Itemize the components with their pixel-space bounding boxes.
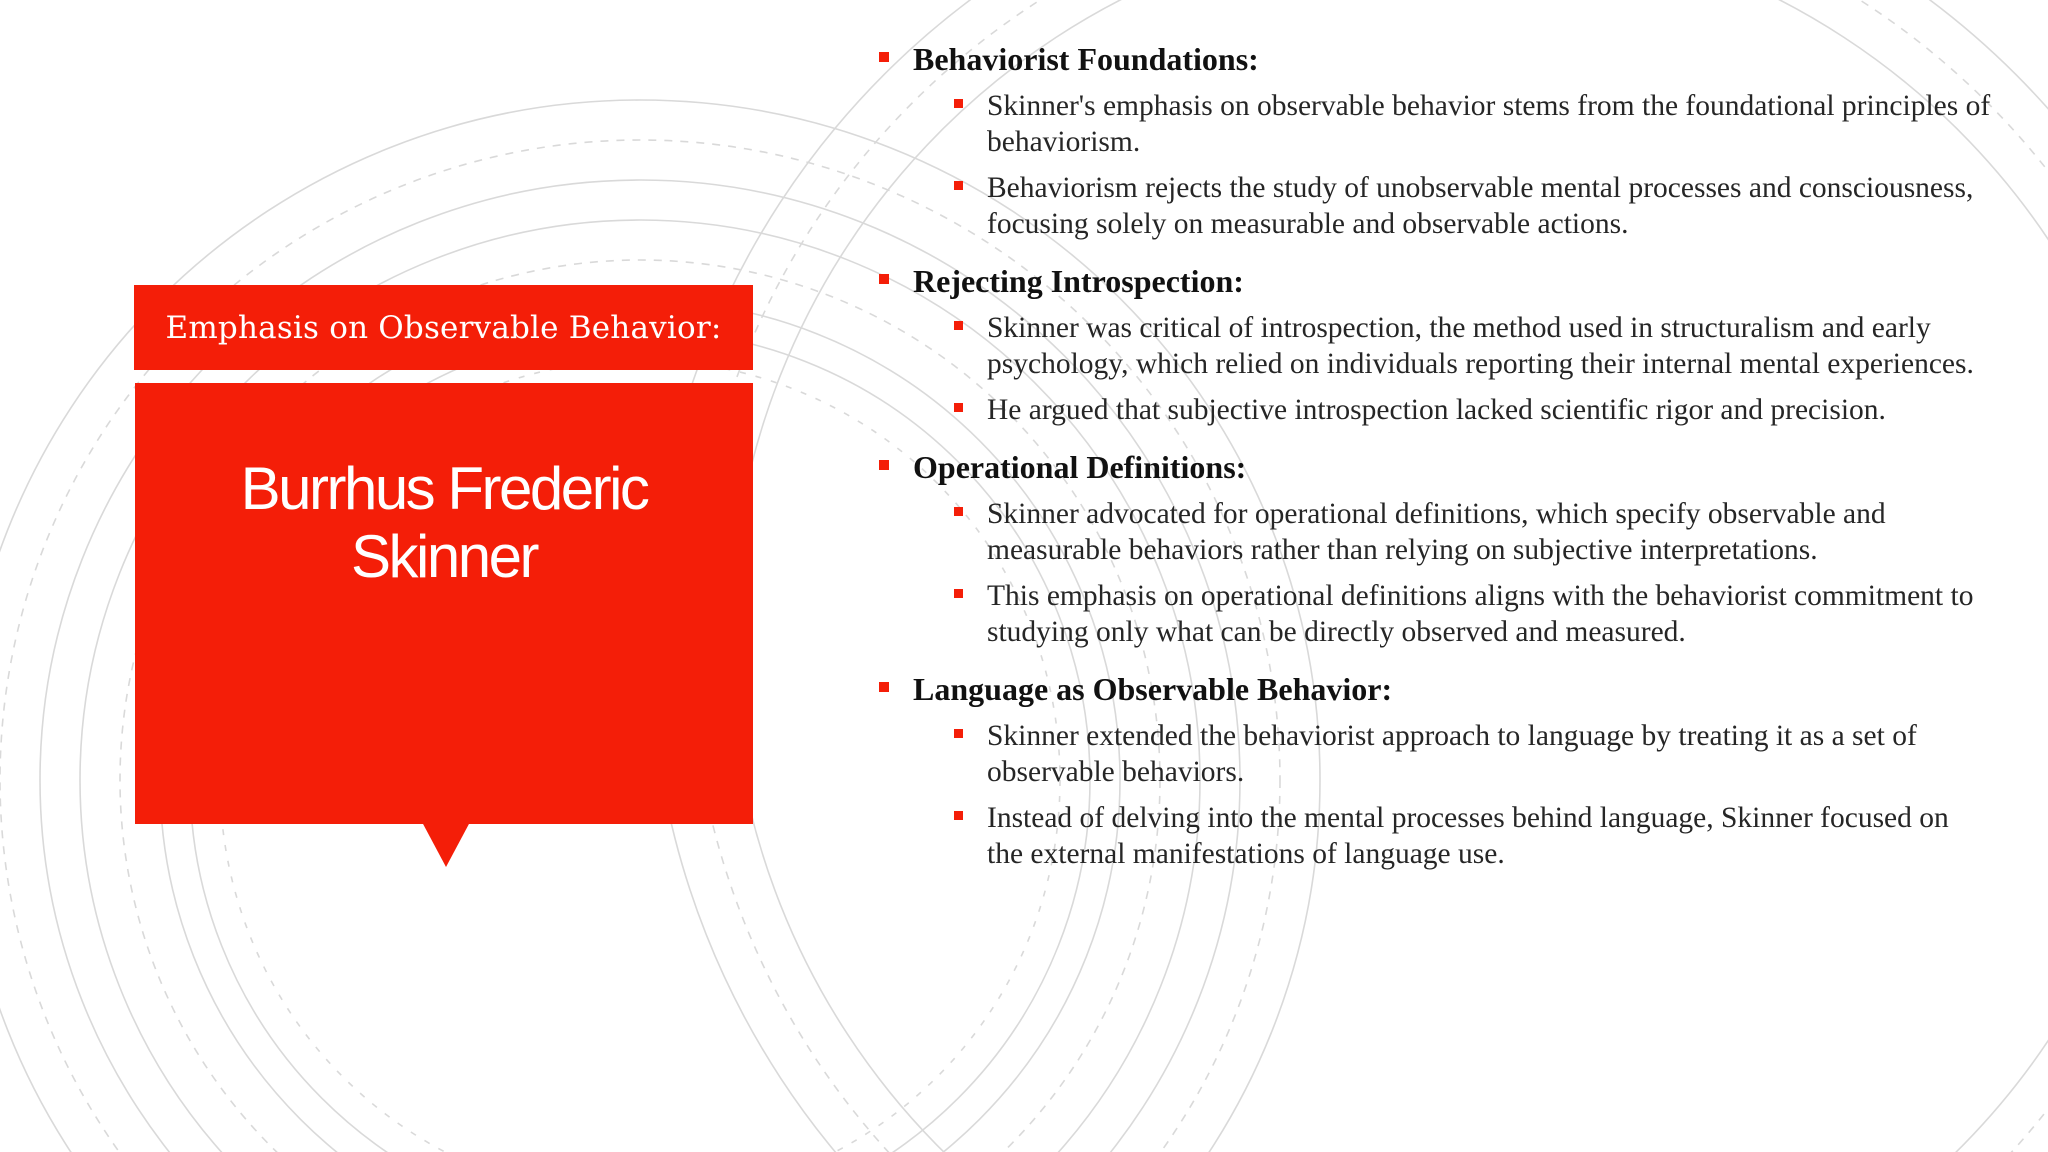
list-item-text: This emphasis on operational definitions aligns with the behaviorist commitment to studying only what can be directly observed and measured.	[987, 580, 1974, 648]
list-item-text: Behaviorism rejects the study of unobservable mental processes and consciousness, focusing solely on measurable and observable actions.	[987, 172, 1974, 240]
list-item	[872, 170, 1992, 242]
section-heading-text: Rejecting Introspection:	[913, 263, 1244, 299]
square-bullet-icon	[954, 181, 963, 190]
callout-pointer	[422, 822, 470, 867]
square-bullet-icon	[954, 507, 963, 516]
list-item	[872, 800, 1992, 872]
square-bullet-icon	[879, 52, 889, 62]
square-bullet-icon	[879, 274, 889, 284]
section-heading-text: Operational Definitions:	[913, 449, 1247, 485]
list-item-text: Skinner advocated for operational definitions, which specify observable and measurable behaviors rather than relying on subjective interpretations.	[987, 498, 1886, 566]
sub-bullet-list	[872, 310, 1992, 428]
square-bullet-icon	[954, 403, 963, 412]
list-item-text: Instead of delving into the mental processes behind language, Skinner focused on the external manifestations of language use.	[987, 802, 1949, 870]
section-rejecting-introspection	[872, 258, 1992, 428]
list-item	[872, 578, 1992, 650]
sub-bullet-list	[872, 88, 1992, 242]
square-bullet-icon	[879, 682, 889, 692]
list-item	[872, 310, 1992, 382]
square-bullet-icon	[954, 321, 963, 330]
section-heading	[872, 444, 1992, 490]
square-bullet-icon	[954, 811, 963, 820]
title-callout	[135, 383, 753, 824]
slide-title: Burrhus Frederic Skinner	[240, 455, 648, 590]
list-item	[872, 718, 1992, 790]
section-behaviorist-foundations	[872, 36, 1992, 242]
section-language-observable-behavior	[872, 666, 1992, 872]
list-item	[872, 88, 1992, 160]
slide-subtitle: Emphasis on Observable Behavior:	[165, 309, 722, 346]
square-bullet-icon	[954, 99, 963, 108]
list-item-text: Skinner extended the behaviorist approach to language by treating it as a set of observable behaviors.	[987, 720, 1917, 788]
section-operational-definitions	[872, 444, 1992, 650]
section-heading-text: Behaviorist Foundations:	[913, 41, 1259, 77]
list-item-text: Skinner was critical of introspection, the method used in structuralism and early psychology, which relied on individuals reporting their internal mental experiences.	[987, 312, 1974, 380]
bullet-content	[872, 36, 1992, 888]
section-heading	[872, 36, 1992, 82]
section-heading	[872, 666, 1992, 712]
list-item	[872, 392, 1992, 428]
list-item	[872, 496, 1992, 568]
section-heading-text: Language as Observable Behavior:	[913, 671, 1393, 707]
subtitle-banner	[134, 285, 753, 370]
section-heading	[872, 258, 1992, 304]
sub-bullet-list	[872, 496, 1992, 650]
list-item-text: He argued that subjective introspection lacked scientific rigor and precision.	[987, 394, 1886, 426]
list-item-text: Skinner's emphasis on observable behavior stems from the foundational principles of behaviorism.	[987, 90, 1991, 158]
square-bullet-icon	[879, 460, 889, 470]
square-bullet-icon	[954, 729, 963, 738]
sub-bullet-list	[872, 718, 1992, 872]
square-bullet-icon	[954, 589, 963, 598]
